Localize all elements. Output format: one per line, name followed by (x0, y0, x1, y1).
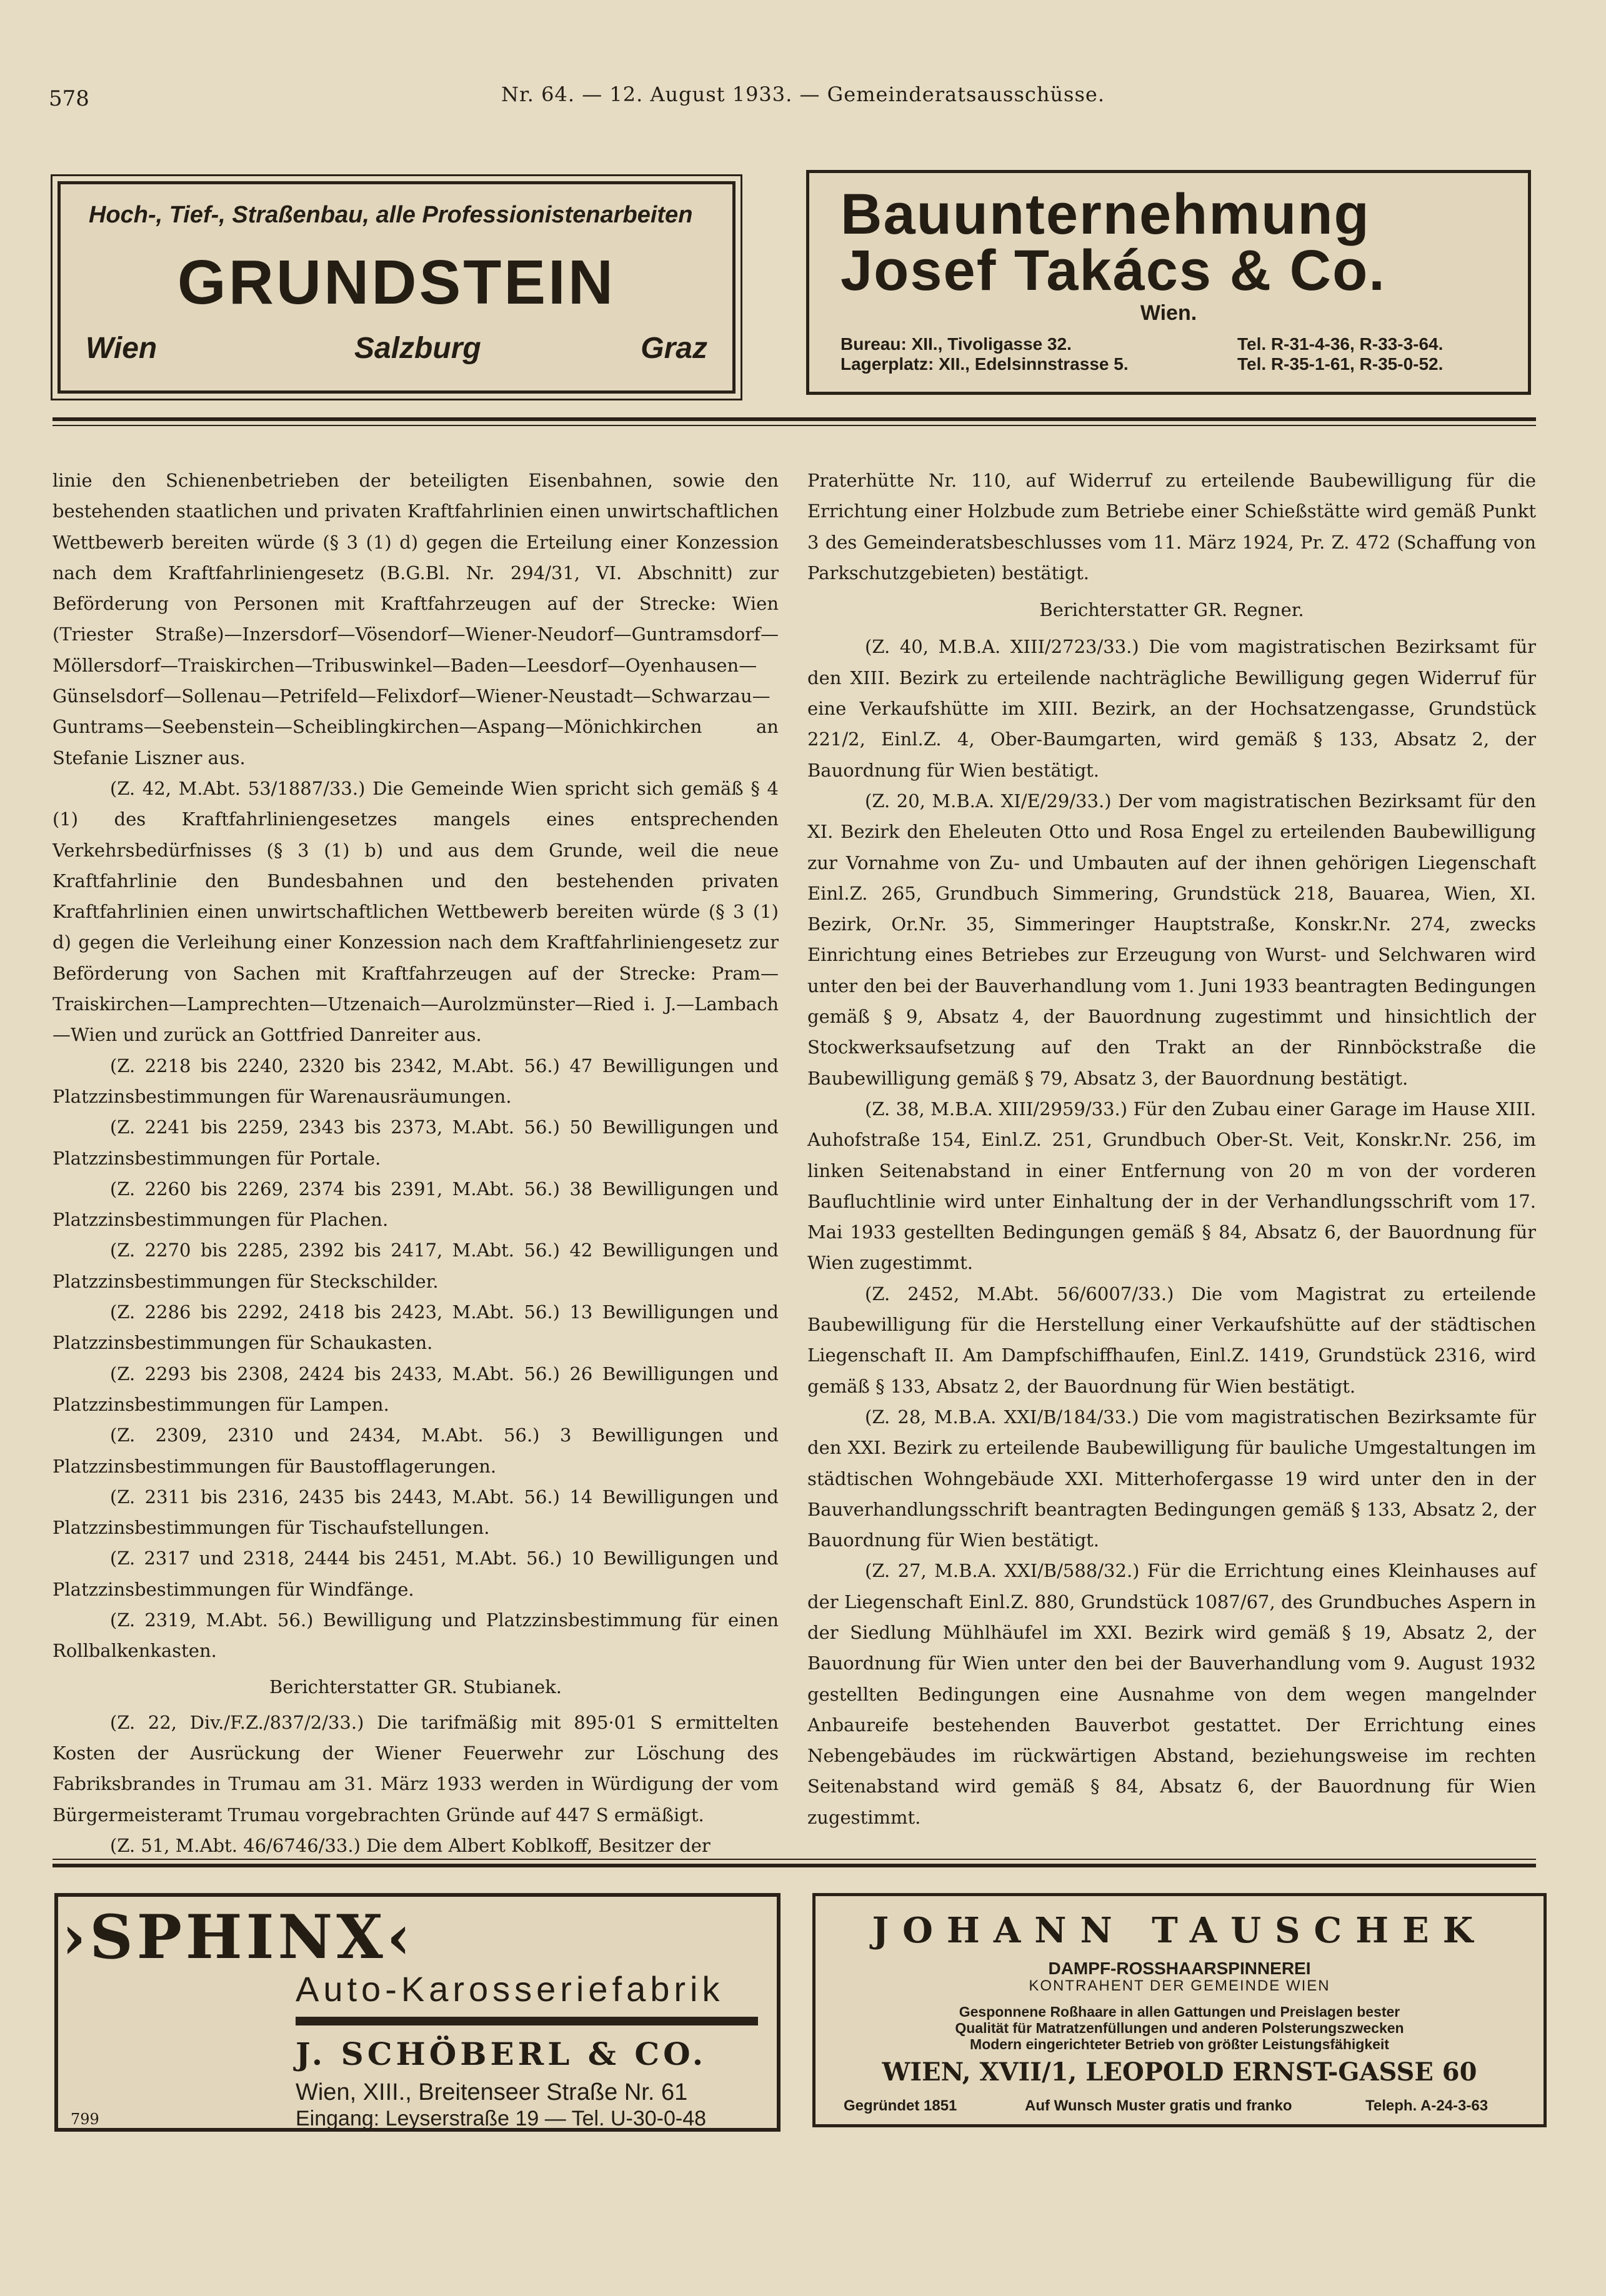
right-paragraph-7: (Z. 27, M.B.A. XXI/B/588/32.) Für die Errichtung eines Kleinhauses auf der Liegenschaft Einl.Z. 880, Grundstück 1087/67, des Grundbuches Aspern in der Siedlung Mühlhäufel im XXI. Bezirk wird gemäß § 19, Absatz 2, der Bauordnung für Wien unter den bei der Bauverhandlung vom 9. August 1932 gestellten Bedingungen eine Ausnahme von dem wegen mangelnder Anbaureife bestehenden Bauverbot gestattet. Der Errichtung eines Nebengebäudes im rückwärtigen Abstand, beziehungsweise im rechten Seitenabstand wird gemäß § 84, Absatz 6, der Bauordnung für Wien zugestimmt. (807, 1560, 1536, 1828)
left-paragraph-1: linie den Schienenbetrieben der beteiligten Eisenbahnen, sowie den bestehenden staatlichen und privaten Kraftfahrlinien einen unwirtschaftlichen Wettbewerb bereiten würde (§ 3 (1) d) gegen die Erteilung einer Konzession nach dem Kraftfahrliniengesetz (B.G.Bl. Nr. 294/31, VI. Abschnitt) zur Beförderung von Personen mit Kraftfahrzeugen auf der Strecke: Wien (Triester Straße)—Inzersdorf—Vösendorf—Wiener-Neudorf—Guntramsdorf—Möllersdorf—Traiskirchen—Tribuswinkel—Baden—Leesdorf—Oyenhausen—Günselsdorf—Sollenau—Petrifeld—Felixdorf—Wiener-Neustadt—Schwarzau—Guntrams—Seebenstein—Scheiblingkirchen—Aspang—Mönichkirchen an Stefanie Liszner aus. (52, 470, 779, 768)
ad-takacs (806, 170, 1531, 395)
running-head: Nr. 64. — 12. August 1933. — Gemeinderatsausschüsse. (501, 82, 1105, 106)
ad-grundstein-city-salzburg: Salzburg (354, 332, 481, 365)
right-paragraph-6: (Z. 28, M.B.A. XXI/B/184/33.) Die vom magistratischen Bezirksamte für den XXI. Bezirk zu erteilende Baubewilligung für bauliche Umgestaltungen im städtischen Wohngebäude XXI. Mitterhofergasse 19 wird unter den in der Bauverhandlungsschrift beantragten Bedingungen gemäß § 133, Absatz 2, der Bauordnung für Wien bestätigt. (807, 1406, 1536, 1551)
ad-tauschek-line-3: Gesponnene Roßhaare in allen Gattungen und Preislagen bester (959, 2004, 1400, 2020)
ad-tauschek-line-4: Qualität für Matratzenfüllungen und anderen Polsterungszwecken (955, 2020, 1404, 2036)
ad-takacs-tel-2: Tel. R-35-1-61, R-35-0-52. (1237, 354, 1444, 374)
ad-tauschek-name: JOHANN TAUSCHEK (872, 1910, 1487, 1951)
ad-sphinx-entrance: Eingang: Leyserstraße 19 — Tel. U-30-0-48 (296, 2107, 707, 2130)
ad-grundstein-city-wien: Wien (86, 332, 157, 365)
left-paragraph-6: (Z. 2270 bis 2285, 2392 bis 2417, M.Abt. 56.) 42 Bewilligungen und Platzzinsbestimmungen für Steckschilder. (52, 1240, 779, 1292)
text-column-left (52, 465, 779, 1861)
ad-sphinx-code: 799 (71, 2110, 99, 2128)
page-number: 578 (49, 86, 89, 111)
right-paragraph-4: (Z. 38, M.B.A. XIII/2959/33.) Für den Zubau einer Garage im Hause XIII. Auhofstraße 154, Einl.Z. 251, Grundbuch Ober-St. Veit, Konskr.Nr. 256, im linken Seitenabstand in einer Entfernung von 20 m von der vorderen Baufluchtlinie wird unter Einhaltung der in der Verhandlungsschrift vom 17. Mai 1933 gestellten Bedingungen gemäß § 84, Absatz 6, der Bauordnung für Wien zugestimmt. (807, 1098, 1536, 1274)
ad-sphinx-bar (296, 2017, 758, 2025)
ad-takacs-bureau: Bureau: XII., Tivoligasse 32. (840, 334, 1072, 354)
ad-grundstein-name: GRUNDSTEIN (177, 247, 616, 317)
left-paragraph-9: (Z. 2309, 2310 und 2434, M.Abt. 56.) 3 Bewilligungen und Platzzinsbestimmungen für Baustofflagerungen. (52, 1424, 779, 1477)
bottom-rule-thin (52, 1859, 1536, 1860)
left-paragraph-2: (Z. 42, M.Abt. 53/1887/33.) Die Gemeinde Wien spricht sich gemäß § 4 (1) des Kraftfahrliniengesetzes mangels eines entsprechenden Verkehrsbedürfnisses (§ 3 (1) b) und aus dem Grunde, weil die neue Kraftfahrlinie den Bundesbahnen und den bestehenden privaten Kraftfahrlinien einen unwirtschaftlichen Wettbewerb bereiten würde (§ 3 (1) d) gegen die Verleihung einer Konzession nach dem Kraftfahrliniengesetz zur Beförderung von Sachen mit Kraftfahrzeugen auf der Strecke: Pram—Traiskirchen—Lamprechten—Utzenaich—Aurolzmünster—Ried i. J.—Lambach—Wien und zurück an Gottfried Danreiter aus. (52, 777, 779, 1046)
ad-sphinx-name: ›SPHINX‹ (62, 1902, 415, 1972)
ad-takacs-line-2: Josef Takács & Co. (840, 239, 1386, 302)
left-paragraph-4: (Z. 2241 bis 2259, 2343 bis 2373, M.Abt. 56.) 50 Bewilligungen und Platzzinsbestimmungen für Portale. (52, 1116, 779, 1169)
ad-grundstein (57, 181, 736, 394)
ad-sphinx-address: Wien, XIII., Breitenseer Straße Nr. 61 (296, 2079, 688, 2105)
right-paragraph-5: (Z. 2452, M.Abt. 56/6007/33.) Die vom Magistrat zu erteilende Baubewilligung für die Herstellung einer Verkaufshütte auf der städtischen Liegenschaft II. Am Dampfschiffhaufen, Einl.Z. 1419, Grundstück 2316, wird gemäß § 133, Absatz 2, der Bauordnung für Wien bestätigt. (807, 1283, 1536, 1397)
left-paragraph-11: (Z. 2317 und 2318, 2444 bis 2451, M.Abt. 56.) 10 Bewilligungen und Platzzinsbestimmungen für Windfänge. (52, 1548, 779, 1600)
ad-tauschek-samples: Auf Wunsch Muster gratis und franko (1025, 2097, 1292, 2114)
ad-takacs-line-1: Bauunternehmung (840, 182, 1370, 246)
text-column-right (807, 465, 1536, 1833)
ad-tauschek-phone: Teleph. A-24-3-63 (1365, 2097, 1489, 2114)
ad-takacs-city: Wien. (1140, 301, 1197, 325)
left-paragraph-8: (Z. 2293 bis 2308, 2424 bis 2433, M.Abt. 56.) 26 Bewilligungen und Platzzinsbestimmungen für Lampen. (52, 1363, 779, 1415)
ad-sphinx (54, 1893, 781, 2132)
top-rule-thin (52, 425, 1536, 426)
ad-tauschek-line-5: Modern eingerichteter Betrieb von größter Leistungsfähigkeit (970, 2036, 1389, 2052)
ad-takacs-lager: Lagerplatz: XII., Edelsinnstrasse 5. (840, 354, 1129, 374)
ad-grundstein-tagline: Hoch-, Tief-, Straßenbau, alle Professionistenarbeiten (89, 202, 693, 228)
left-paragraph-7: (Z. 2286 bis 2292, 2418 bis 2423, M.Abt. 56.) 13 Bewilligungen und Platzzinsbestimmungen für Schaukasten. (52, 1301, 779, 1354)
right-paragraph-2: (Z. 40, M.B.A. XIII/2723/33.) Die vom magistratischen Bezirksamt für den XIII. Bezirk zu erteilende nachträgliche Bewilligung gegen Widerruf für eine Verkaufshütte im XIII. Bezirk, an der Hochsatzengasse, Grundstück 221/2, Einl.Z. 4, Ober-Baumgarten, wird gemäß § 133, Absatz 2, der Bauordnung für Wien bestätigt. (807, 636, 1536, 781)
right-paragraph-3: (Z. 20, M.B.A. XI/E/29/33.) Der vom magistratischen Bezirksamt für den XI. Bezirk den Eheleuten Otto und Rosa Engel zu erteilenden Baubewilligung zur Vornahme von Zu- und Umbauten auf der ihnen gehörigen Liegenschaft Einl.Z. 265, Grundbuch Simmering, Grundstück 218, Bauarea, Wien, XI. Bezirk, Or.Nr. 35, Simmeringer Hauptstraße, Konskr.Nr. 274, zwecks Einrichtung eines Betriebes zur Erzeugung von Wurst- und Selchwaren wird unter den bei der Bauverhandlung vom 1. Juni 1933 beantragten Bedingungen gemäß § 9, Absatz 4, der Bauordnung zugestimmt und hinsichtlich der Stockwerksaufsetzung auf den Trakt an der Rinnböckstraße die Baubewilligung gemäß § 79, Absatz 3, der Bauordnung bestätigt. (807, 790, 1536, 1089)
left-paragraph-14: (Z. 51, M.Abt. 46/6746/33.) Die dem Albert Koblkoff, Besitzer der (110, 1835, 711, 1857)
left-paragraph-5: (Z. 2260 bis 2269, 2374 bis 2391, M.Abt. 56.) 38 Bewilligungen und Platzzinsbestimmungen für Plachen. (52, 1178, 779, 1231)
top-rule-thick (52, 417, 1536, 421)
left-paragraph-13: (Z. 22, Div./F.Z./837/2/33.) Die tarifmäßig mit 895·01 S ermittelten Kosten der Ausrückung der Wiener Feuerwehr zur Löschung des Fabriksbrandes in Trumau am 31. März 1933 werden in Würdigung der vom Bürgermeisteramt Trumau vorgebrachten Gründe auf 447 S ermäßigt. (52, 1711, 779, 1826)
right-reporter-heading: Berichterstatter GR. Regner. (1039, 599, 1304, 621)
ad-tauschek-line-1: DAMPF-ROSSHAARSPINNEREI (1048, 1959, 1311, 1978)
left-paragraph-10: (Z. 2311 bis 2316, 2435 bis 2443, M.Abt. 56.) 14 Bewilligungen und Platzzinsbestimmungen für Tischaufstellungen. (52, 1486, 779, 1539)
left-paragraph-3: (Z. 2218 bis 2240, 2320 bis 2342, M.Abt. 56.) 47 Bewilligungen und Platzzinsbestimmungen für Warenausräumungen. (52, 1055, 779, 1107)
left-reporter-heading: Berichterstatter GR. Stubianek. (269, 1676, 562, 1697)
ad-sphinx-subtitle: Auto-Karosseriefabrik (296, 1969, 724, 2009)
ad-tauschek-line-2: KONTRAHENT DER GEMEINDE WIEN (1029, 1977, 1330, 1994)
ad-takacs-tel-1: Tel. R-31-4-36, R-33-3-64. (1237, 334, 1444, 354)
ad-sphinx-firm: J. SCHÖBERL & CO. (296, 2035, 707, 2072)
right-paragraph-1: Praterhütte Nr. 110, auf Widerruf zu erteilende Baubewilligung für die Errichtung einer Holzbude zum Betriebe einer Schießstätte wird gemäß Punkt 3 des Gemeinderatsbeschlusses vom 11. März 1924, Pr. Z. 472 (Schaffung von Parkschutzgebieten) bestätigt. (807, 470, 1536, 584)
ad-tauschek-founded: Gegründet 1851 (844, 2097, 957, 2114)
ad-grundstein-city-graz: Graz (641, 332, 707, 365)
ad-tauschek (812, 1893, 1547, 2127)
bottom-rule-thick (52, 1864, 1536, 1867)
left-paragraph-12: (Z. 2319, M.Abt. 56.) Bewilligung und Platzzinsbestimmung für einen Rollbalkenkasten. (52, 1609, 779, 1662)
ad-tauschek-address: WIEN, XVII/1, LEOPOLD ERNST-GASSE 60 (882, 2057, 1477, 2087)
